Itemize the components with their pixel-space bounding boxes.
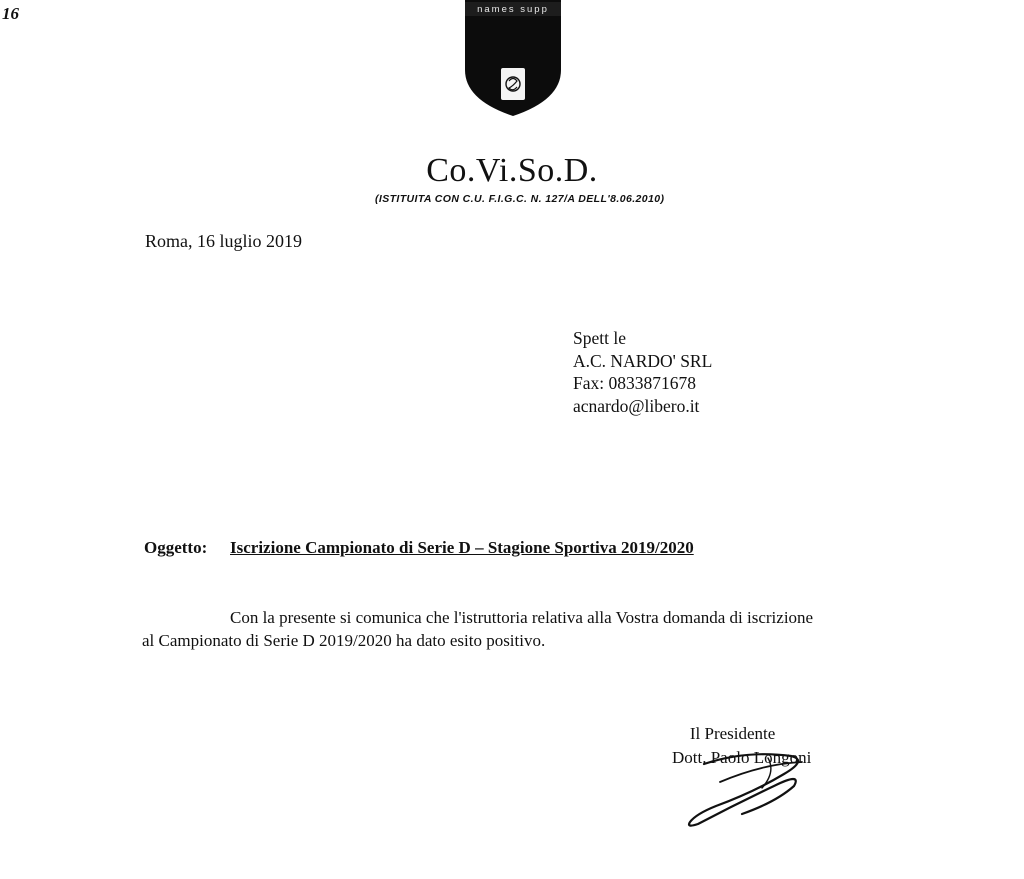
date-line: Roma, 16 luglio 2019 [145,231,302,251]
subject-text: Iscrizione Campionato di Serie D – Stagione Sportiva 2019/2020 [230,538,694,557]
recipient-email: acnardo@libero.it [573,395,700,416]
signature-title: Il Presidente [689,724,776,743]
crest-banner-text: names supp [477,4,549,15]
recipient-fax: Fax: 0833871678 [573,373,696,393]
body-line-2: al Campionato di Serie D 2019/2020 ha dato esito positivo. [142,631,546,650]
org-subtitle: (ISTITUITA CON C.U. F.I.G.C. N. 127/A DELL'8.06.2010) [375,193,665,205]
signature-name: Dott. Paolo Longoni [672,748,812,767]
recipient-company: A.C. NARDO' SRL [573,350,713,371]
crest-logo [462,0,564,118]
page-number: 16 [2,4,19,23]
recipient-salutation: Spett le [573,328,626,348]
body-line-1: Con la presente si comunica che l'istruttoria relativa alla Vostra domanda di iscrizione [230,608,814,627]
org-title: Co.Vi.So.D. [426,152,598,189]
body-paragraph [142,606,912,652]
handwritten-signature [676,742,826,832]
recipient-address [573,327,712,417]
subject-line [144,538,694,558]
subject-label: Oggetto: [144,538,208,557]
